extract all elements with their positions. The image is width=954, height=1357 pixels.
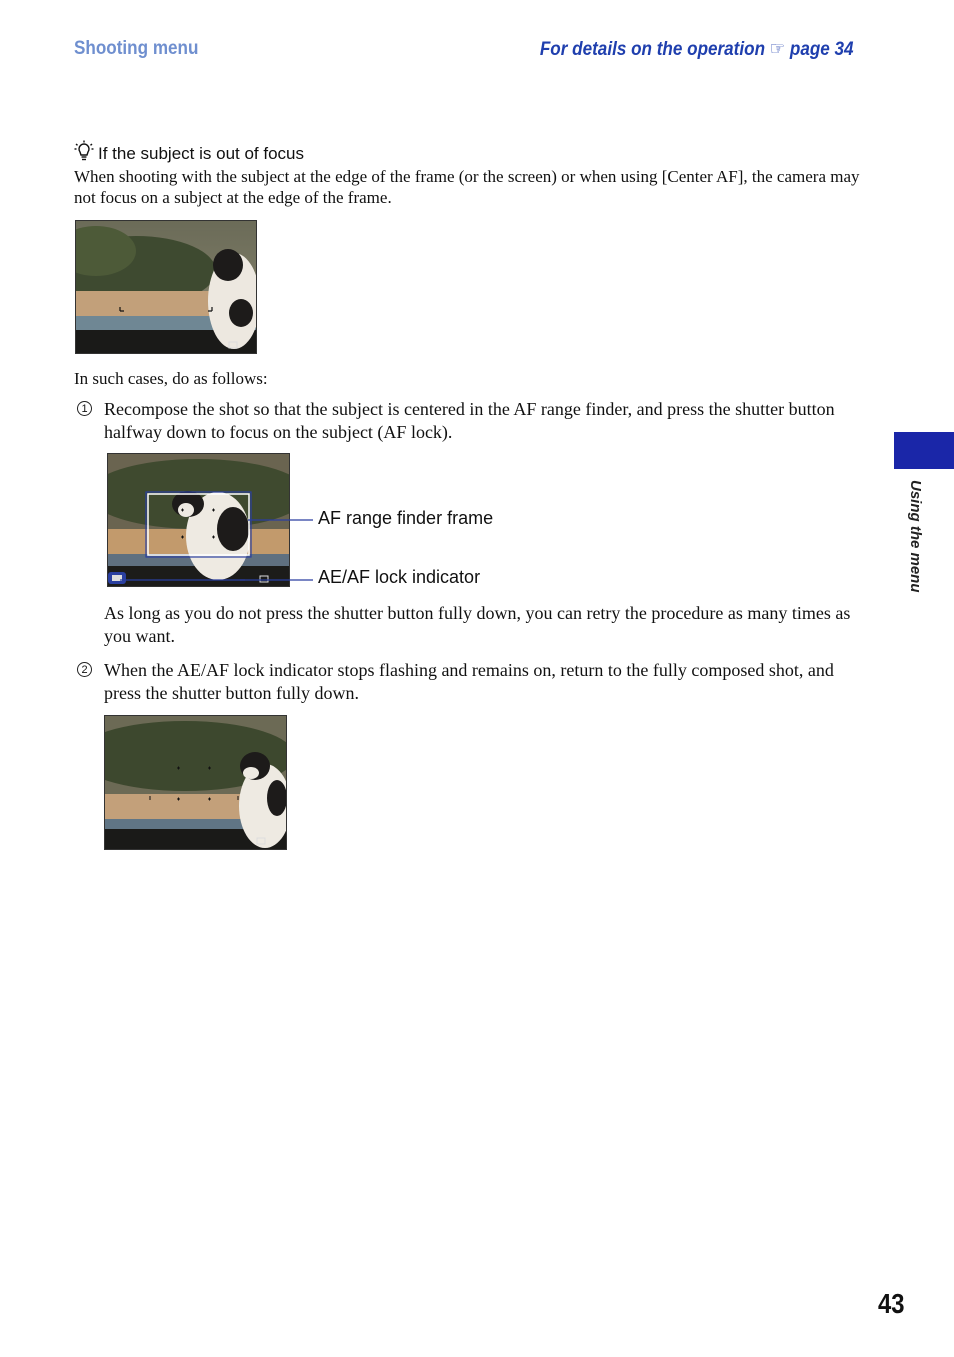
section-title: Shooting menu — [74, 38, 199, 59]
section-tab-marker — [894, 432, 954, 469]
side-section-label: Using the menu — [907, 480, 924, 593]
callout-lines — [240, 505, 320, 590]
photo-subject-out-of-focus — [75, 220, 257, 354]
step-1-text: Recompose the shot so that the subject is centered in the AF range finder, and press the shutter button halfway down to focus on the subject (AF lock). — [104, 399, 835, 442]
details-prefix: For details on the operation — [540, 39, 766, 60]
photo-recomposed-shot — [104, 715, 287, 850]
step-1-note: As long as you do not press the shutter button fully down, you can retry the procedure as many times as you want. — [104, 603, 851, 646]
details-reference — [540, 38, 854, 61]
details-page: page 34 — [790, 39, 854, 60]
lock-indicator-line — [120, 576, 250, 586]
step-2-text: When the AE/AF lock indicator stops flashing and remains on, return to the fully composed shot, and press the shutter button fully down. — [104, 660, 834, 703]
intro-text: In such cases, do as follows: — [74, 369, 268, 388]
step-2-number: 2 — [77, 662, 92, 677]
hint-title: If the subject is out of focus — [98, 143, 305, 163]
hint-body: When shooting with the subject at the edge of the frame (or the screen) or when using [Center AF], the camera may not focus on a subject at the edge of the frame. — [74, 167, 860, 207]
callout-af-range-finder-frame: AF range finder frame — [318, 508, 494, 528]
callout-ae-af-lock-indicator: AE/AF lock indicator — [318, 567, 481, 587]
step-1-number: 1 — [77, 401, 92, 416]
pointing-hand-icon: ☞ — [770, 39, 786, 60]
lightbulb-icon — [74, 140, 94, 167]
page-number: 43 — [878, 1288, 905, 1319]
hint-heading — [74, 140, 304, 167]
